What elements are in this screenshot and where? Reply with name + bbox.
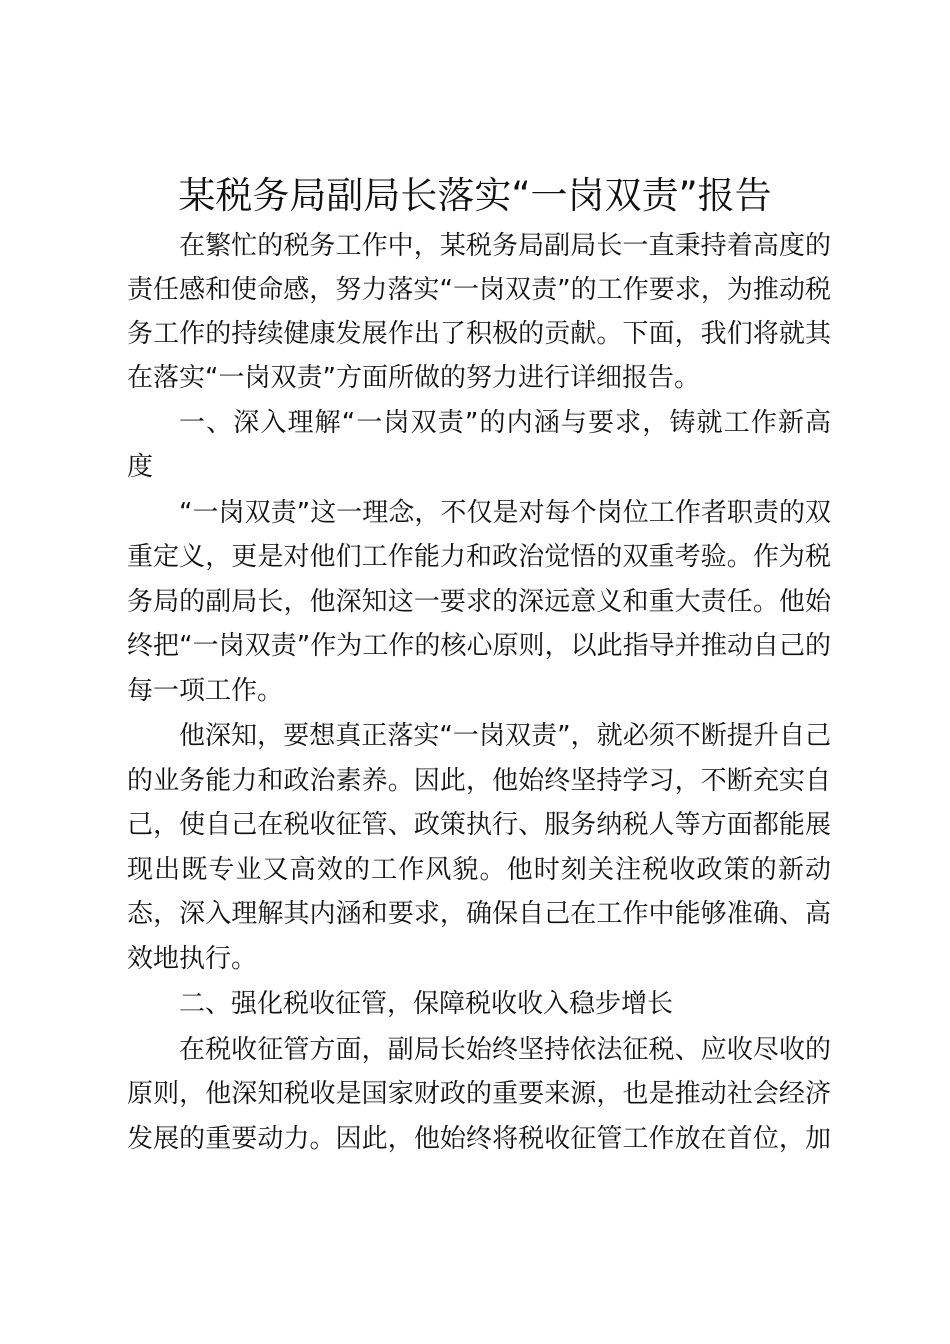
- body-line: 在繁忙的税务工作中，某税务局副局长一直秉持着高度的: [179, 231, 831, 261]
- section-heading-line: 二、强化税收征管，保障税收收入稳步增长: [179, 989, 674, 1019]
- body-line: 务局的副局长，他深知这一要求的深远意义和重大责任。他始: [127, 587, 831, 617]
- body-line: 的业务能力和政治素养。因此，他始终坚持学习，不断充实自: [127, 766, 831, 796]
- body-line: 原则，他深知税收是国家财政的重要来源，也是推动社会经济: [127, 1079, 831, 1109]
- body-line: 在落实“一岗双责”方面所做的努力进行详细报告。: [127, 363, 700, 393]
- body-line: “一岗双责”这一理念，不仅是对每个岗位工作者职责的双: [179, 498, 831, 528]
- body-line: 重定义，更是对他们工作能力和政治觉悟的双重考验。作为税: [127, 542, 831, 572]
- body-line: 务工作的持续健康发展作出了积极的贡献。下面，我们将就其: [127, 319, 831, 349]
- body-line: 现出既专业又高效的工作风貌。他时刻关注税收政策的新动: [127, 855, 831, 885]
- body-line: 在税收征管方面，副局长始终坚持依法征税、应收尽收的: [179, 1035, 831, 1065]
- body-line: 责任感和使命感，努力落实“一岗双责”的工作要求，为推动税: [127, 275, 831, 305]
- body-line: 发展的重要动力。因此，他始终将税收征管工作放在首位，加: [127, 1124, 831, 1154]
- body-line: 态，深入理解其内涵和要求，确保自己在工作中能够准确、高: [127, 899, 831, 929]
- body-line: 每一项工作。: [127, 676, 284, 706]
- section-heading-line: 一、深入理解“一岗双责”的内涵与要求，铸就工作新高: [179, 408, 831, 438]
- body-line: 效地执行。: [127, 944, 258, 974]
- body-line: 他深知，要想真正落实“一岗双责”，就必须不断提升自己: [179, 721, 831, 751]
- body-line: 终把“一岗双责”作为工作的核心原则，以此指导并推动自己的: [127, 631, 831, 661]
- document-title: 某税务局副局长落实“一岗双责”报告: [178, 174, 772, 217]
- section-heading-line: 度: [127, 452, 154, 482]
- body-line: 己，使自己在税收征管、政策执行、服务纳税人等方面都能展: [127, 810, 831, 840]
